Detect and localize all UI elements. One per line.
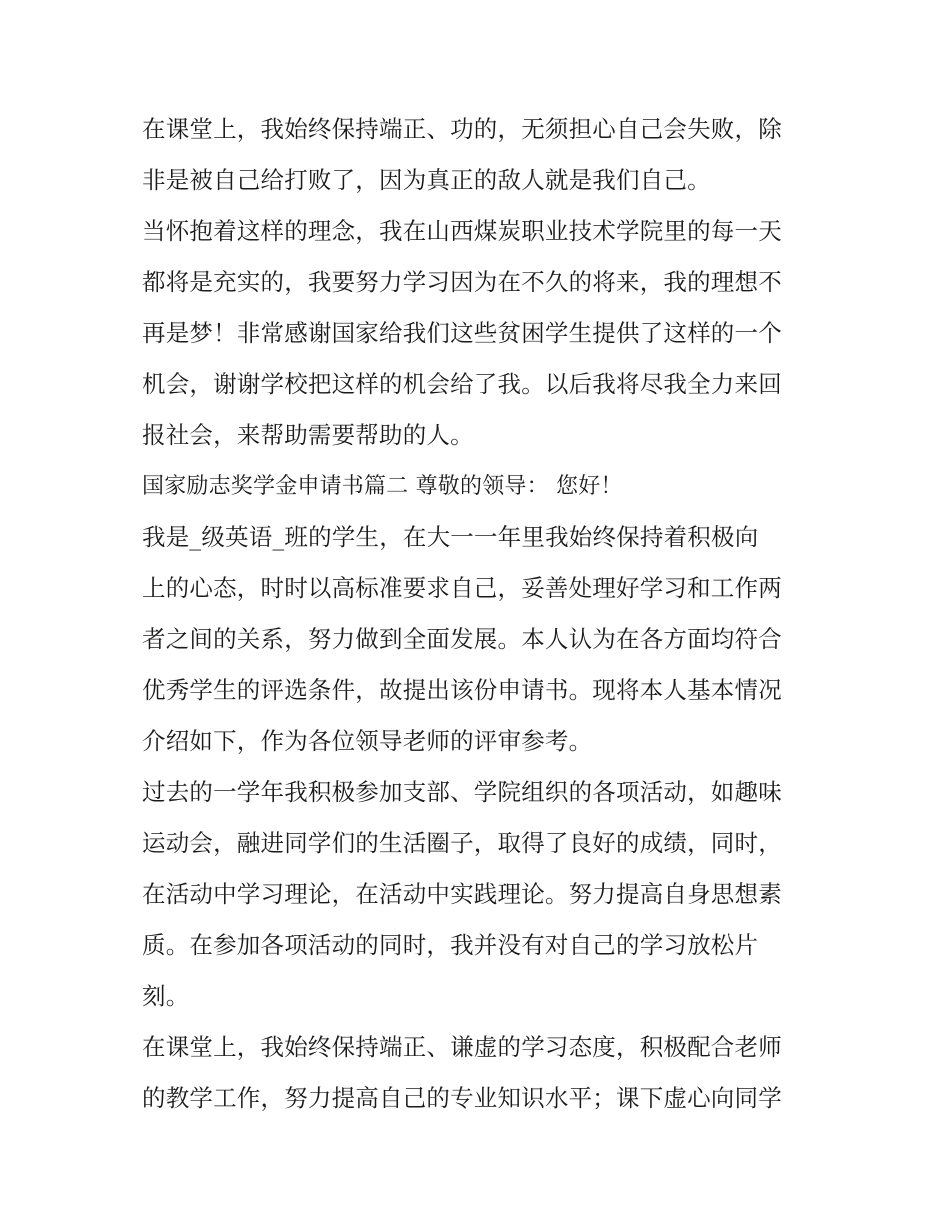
text-line: 报社会，来帮助需要帮助的人。 <box>142 421 474 449</box>
text-line: 介绍如下，作为各位领导老师的评审参考。 <box>142 727 593 755</box>
text-line: 质。在参加各项活动的同时，我并没有对自己的学习放松片 <box>142 931 759 959</box>
text-line: 都将是充实的，我要努力学习因为在不久的将来，我的理想不 <box>142 268 782 296</box>
section-heading: 国家励志奖学金申请书篇二 尊敬的领导： 您好！ <box>142 474 623 499</box>
text-line: 机会，谢谢学校把这样的机会给了我。以后我将尽我全力来回 <box>142 370 782 398</box>
text-line: 上的心态，时时以高标准要求自己，妥善处理好学习和工作两 <box>142 574 782 602</box>
document-body <box>142 104 822 1124</box>
text-line: 非是被自己给打败了，因为真正的敌人就是我们自己。 <box>142 166 711 194</box>
text-line: 我是_级英语_班的学生，在大一一年里我始终保持着积极向 <box>142 523 759 551</box>
text-line: 当怀抱着这样的理念，我在山西煤炭职业技术学院里的每一天 <box>142 217 782 245</box>
text-line: 再是梦！非常感谢国家给我们这些贫困学生提供了这样的一个 <box>142 319 782 347</box>
text-line: 在活动中学习理论，在活动中实践理论。努力提高自身思想素 <box>142 880 782 908</box>
text-line: 在课堂上，我始终保持端正、功的，无须担心自己会失败，除 <box>142 115 782 143</box>
text-line: 在课堂上，我始终保持端正、谦虚的学习态度，积极配合老师 <box>142 1033 782 1061</box>
text-line: 优秀学生的评选条件，故提出该份申请书。现将本人基本情况 <box>142 676 782 704</box>
text-line: 过去的一学年我积极参加支部、学院组织的各项活动，如趣味 <box>142 778 782 806</box>
text-line: 刻。 <box>142 982 190 1010</box>
text-line: 运动会，融进同学们的生活圈子，取得了良好的成绩，同时， <box>142 829 782 857</box>
text-line: 的教学工作，努力提高自己的专业知识水平；课下虚心向同学 <box>142 1084 782 1112</box>
text-line: 者之间的关系，努力做到全面发展。本人认为在各方面均符合 <box>142 625 782 653</box>
